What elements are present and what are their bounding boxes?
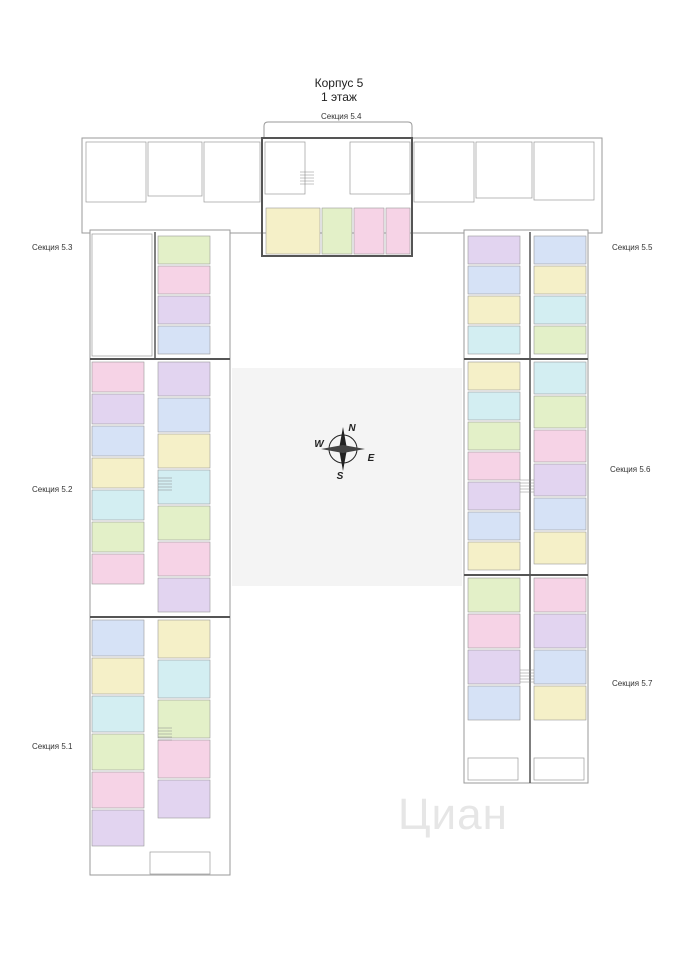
apartment xyxy=(158,660,210,698)
compass-east-label: E xyxy=(367,453,375,464)
apartment xyxy=(468,422,520,450)
compass-north-label: N xyxy=(348,423,356,434)
apartment xyxy=(468,236,520,264)
apartment xyxy=(158,506,210,540)
apartment xyxy=(92,554,144,584)
courtyard xyxy=(232,368,462,586)
section-label-5-2: Секция 5.2 xyxy=(32,485,73,494)
compass-south-label: S xyxy=(336,471,344,482)
commercial-5-7-b xyxy=(534,758,584,780)
compass-west-label: W xyxy=(314,439,324,450)
apartment xyxy=(92,658,144,694)
apartment xyxy=(92,696,144,732)
floor-title: 1 этаж xyxy=(321,90,357,104)
apartment xyxy=(534,266,586,294)
apartment xyxy=(92,394,144,424)
service-room xyxy=(414,142,474,202)
service-room xyxy=(148,142,202,196)
apartment-5-4-c xyxy=(354,208,384,254)
service-room xyxy=(204,142,260,202)
apartment xyxy=(468,482,520,510)
apartment xyxy=(158,296,210,324)
section-label-5-1: Секция 5.1 xyxy=(32,742,73,751)
apartment xyxy=(534,578,586,612)
service-room xyxy=(265,142,305,194)
apartment-5-4-d xyxy=(386,208,410,254)
apartment xyxy=(92,522,144,552)
apartment xyxy=(92,426,144,456)
apartment xyxy=(158,780,210,818)
apartment xyxy=(92,734,144,770)
apartment xyxy=(92,362,144,392)
watermark-logo: Циан xyxy=(398,790,508,839)
apartment xyxy=(92,620,144,656)
section-label-5-3: Секция 5.3 xyxy=(32,243,73,252)
service-room xyxy=(350,142,410,194)
apartment xyxy=(534,464,586,496)
apartment xyxy=(534,498,586,530)
section-label-5-6: Секция 5.6 xyxy=(610,465,651,474)
apartment xyxy=(468,296,520,324)
apartment xyxy=(468,266,520,294)
apartment xyxy=(158,398,210,432)
apartment xyxy=(468,686,520,720)
apartment xyxy=(534,686,586,720)
apartment xyxy=(158,620,210,658)
apartment xyxy=(534,430,586,462)
section-label-5-4: Секция 5.4 xyxy=(321,112,362,121)
section-label-5-7: Секция 5.7 xyxy=(612,679,653,688)
apartment xyxy=(534,236,586,264)
apartment xyxy=(534,296,586,324)
apartment xyxy=(158,236,210,264)
section-5-4-canopy xyxy=(264,122,412,138)
apartment xyxy=(92,490,144,520)
apartment xyxy=(534,614,586,648)
section-label-5-5: Секция 5.5 xyxy=(612,243,653,252)
commercial-5-3 xyxy=(92,234,152,356)
technical-room-5-1 xyxy=(150,852,210,874)
building-title: Корпус 5 xyxy=(314,76,364,90)
apartment xyxy=(92,772,144,808)
apartment xyxy=(468,578,520,612)
apartment xyxy=(468,614,520,648)
commercial-5-7-a xyxy=(468,758,518,780)
apartment xyxy=(534,650,586,684)
service-room xyxy=(86,142,146,202)
apartment xyxy=(468,392,520,420)
apartment xyxy=(158,578,210,612)
apartment xyxy=(468,650,520,684)
apartment xyxy=(92,458,144,488)
apartment xyxy=(468,542,520,570)
service-room xyxy=(534,142,594,200)
apartment xyxy=(92,810,144,846)
apartment xyxy=(158,266,210,294)
apartment xyxy=(534,362,586,394)
apartment xyxy=(534,532,586,564)
apartment xyxy=(468,452,520,480)
apartment xyxy=(468,362,520,390)
apartment-5-4-a xyxy=(266,208,320,254)
apartment xyxy=(534,326,586,354)
apartment xyxy=(158,542,210,576)
service-room xyxy=(476,142,532,198)
apartment xyxy=(158,740,210,778)
apartment-5-4-b xyxy=(322,208,352,254)
apartment xyxy=(158,434,210,468)
apartment xyxy=(534,396,586,428)
apartment xyxy=(158,326,210,354)
apartment xyxy=(158,362,210,396)
apartment xyxy=(468,512,520,540)
apartment xyxy=(158,700,210,738)
apartment xyxy=(468,326,520,354)
